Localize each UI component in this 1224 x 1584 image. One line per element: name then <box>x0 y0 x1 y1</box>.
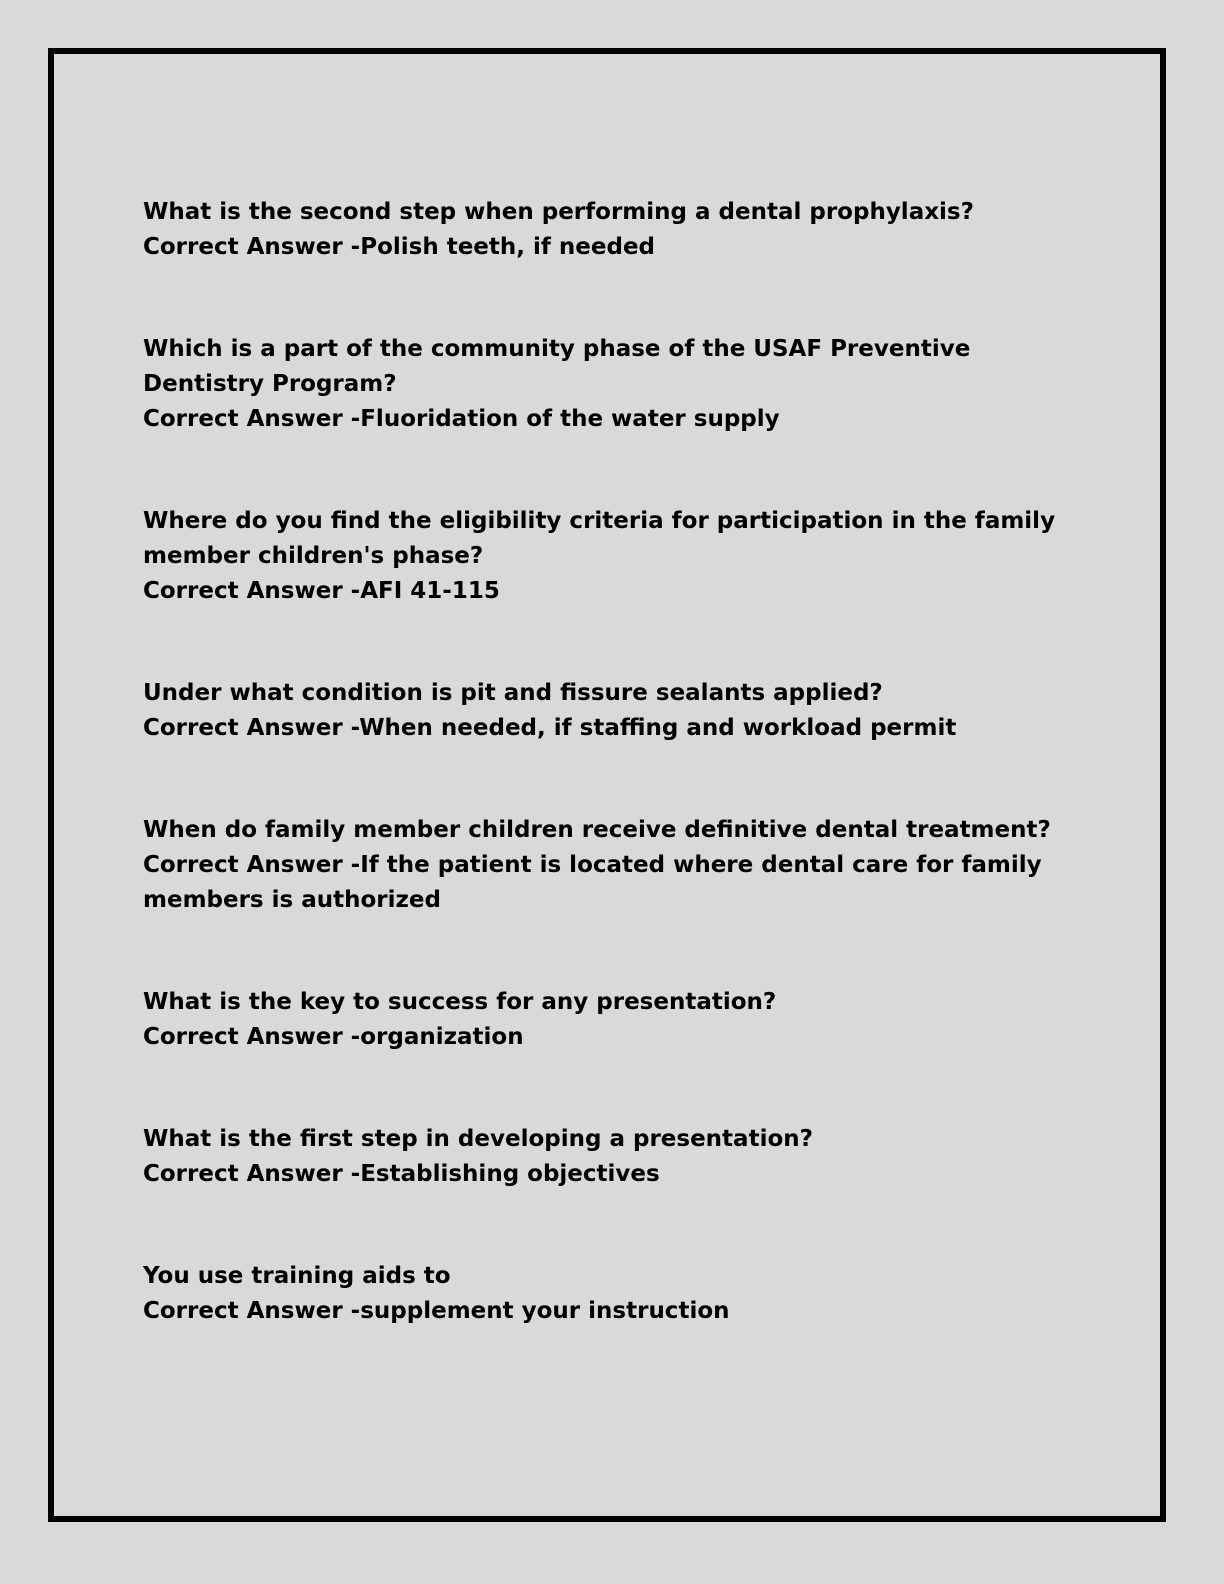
answer-line <box>143 711 1073 746</box>
answer-prefix: Correct Answer - <box>143 406 361 432</box>
answer-prefix: Correct Answer - <box>143 1024 361 1050</box>
qa-item <box>143 985 1073 1055</box>
answer-text: Establishing objectives <box>360 1161 660 1187</box>
answer-prefix: Correct Answer - <box>143 234 361 260</box>
question-text: What is the key to success for any presentation? <box>143 989 777 1015</box>
answer-line <box>143 1157 1073 1192</box>
answer-prefix: Correct Answer - <box>143 578 361 604</box>
qa-item <box>143 332 1073 437</box>
question-text: What is the second step when performing a dental prophylaxis? <box>143 199 974 225</box>
question-text: Where do you find the eligibility criteria for participation in the family member children's phase? <box>143 508 1056 569</box>
answer-line <box>143 848 1073 918</box>
answer-prefix: Correct Answer - <box>143 852 361 878</box>
question-text: When do family member children receive definitive dental treatment? <box>143 817 1051 843</box>
qa-item <box>143 1122 1073 1192</box>
answer-line <box>143 230 1073 265</box>
answer-text: If the patient is located where dental care for family members is authorized <box>143 852 1042 913</box>
answer-prefix: Correct Answer - <box>143 1161 361 1187</box>
qa-list <box>143 195 1073 1396</box>
answer-text: supplement your instruction <box>360 1298 730 1324</box>
answer-line <box>143 574 1073 609</box>
qa-item <box>143 504 1073 609</box>
question-text: Which is a part of the community phase of the USAF Preventive Dentistry Program? <box>143 336 971 397</box>
question-text: Under what condition is pit and fissure sealants applied? <box>143 680 883 706</box>
answer-text: Polish teeth, if needed <box>360 234 656 260</box>
answer-prefix: Correct Answer - <box>143 1298 361 1324</box>
question-text: You use training aids to <box>143 1263 451 1289</box>
answer-line <box>143 1294 1073 1329</box>
qa-item <box>143 195 1073 265</box>
answer-line <box>143 402 1073 437</box>
qa-item <box>143 1259 1073 1329</box>
answer-text: organization <box>360 1024 524 1050</box>
answer-text: AFI 41-115 <box>360 578 500 604</box>
answer-text: Fluoridation of the water supply <box>360 406 780 432</box>
qa-item <box>143 813 1073 918</box>
question-text: What is the first step in developing a presentation? <box>143 1126 813 1152</box>
answer-prefix: Correct Answer - <box>143 715 360 741</box>
answer-text: When needed, if staffing and workload permit <box>359 715 957 741</box>
qa-item <box>143 676 1073 746</box>
answer-line <box>143 1020 1073 1055</box>
